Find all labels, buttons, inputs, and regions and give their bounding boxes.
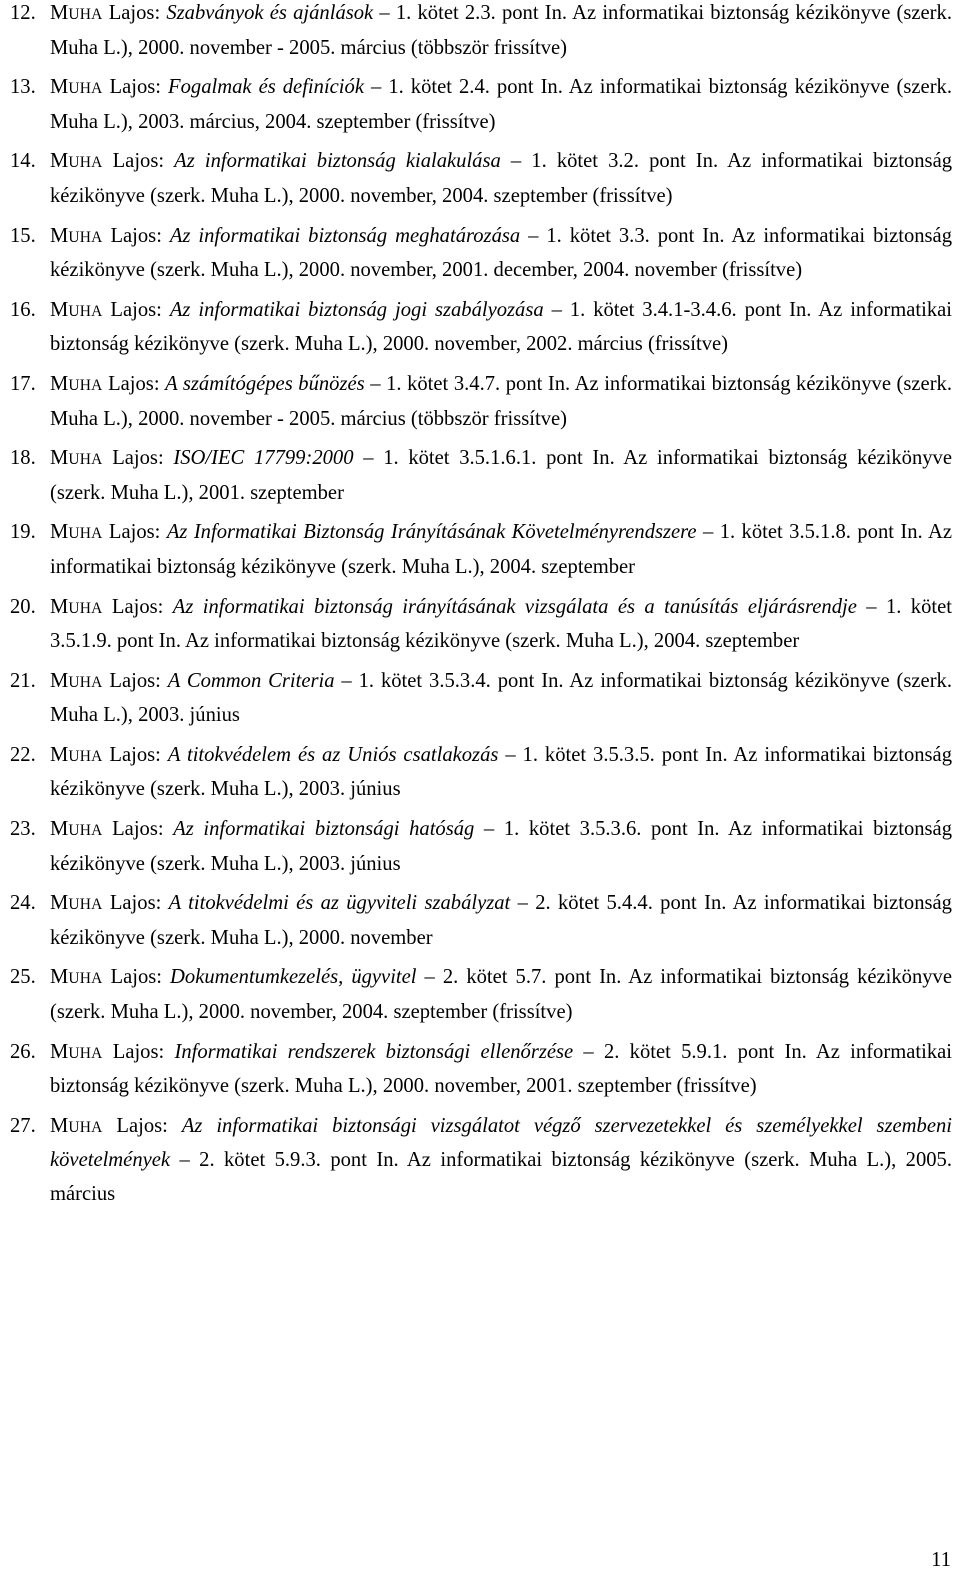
reference-title: A számítógépes bűnözés	[165, 372, 365, 395]
reference-item	[10, 1036, 952, 1104]
reference-item	[10, 294, 952, 362]
author-smallcaps: UHA	[68, 525, 103, 543]
reference-author	[50, 966, 103, 988]
reference-title: Az informatikai biztonság kialakulása	[174, 150, 501, 173]
reference-title: Szabványok és ajánlások	[166, 2, 374, 24]
author-initial: M	[50, 447, 69, 470]
author-initial: M	[50, 2, 69, 24]
reference-number: 21.	[10, 669, 36, 692]
reference-author	[50, 818, 103, 840]
reference-details: – 1. kötet 3.2. pont In. Az informatikai biztonság kézikönyve (szerk. Muha L.), 2000. november, 2004. szeptember (frissítve)	[50, 150, 953, 207]
reference-details: – 1. kötet 2.3. pont In. Az informatikai biztonság kézikönyve (szerk. Muha L.), 2000. november - 2005. március (többször frissítve)	[50, 2, 952, 59]
reference-number: 13.	[10, 76, 36, 99]
reference-item	[10, 516, 952, 584]
author-smallcaps: UHA	[68, 673, 103, 691]
reference-author	[50, 225, 103, 247]
author-initial: M	[50, 1040, 69, 1063]
reference-item	[10, 739, 952, 807]
reference-number: 27.	[10, 1114, 36, 1137]
reference-author	[50, 373, 103, 395]
reference-details: – 1. kötet 3.5.3.6. pont In. Az informatikai biztonság kézikönyve (szerk. Muha L.), 2003. június	[50, 818, 952, 875]
author-smallcaps: UHA	[68, 747, 103, 765]
reference-details: – 2. kötet 5.9.1. pont In. Az informatikai biztonság kézikönyve (szerk. Muha L.), 2000. november, 2001. szeptember (frissítve)	[50, 1040, 952, 1098]
reference-number: 14.	[10, 150, 36, 173]
reference-details: – 1. kötet 3.4.1-3.4.6. pont In. Az informatikai biztonság kézikönyve (szerk. Muha L.), 2000. november, 2002. március (frissítve)	[50, 298, 952, 356]
author-given-name: Lajos:	[102, 447, 174, 470]
author-given-name: Lajos:	[102, 1040, 175, 1063]
reference-details: – 1. kötet 3.4.7. pont In. Az informatikai biztonság kézikönyve (szerk. Muha L.), 2000. november - 2005. március (többször frissítve)	[50, 372, 953, 430]
reference-item	[10, 591, 952, 659]
author-smallcaps: UHA	[68, 599, 103, 617]
page-number: 11	[931, 1549, 951, 1571]
reference-title: Az informatikai biztonság jogi szabályozása	[169, 298, 544, 321]
reference-author	[50, 670, 103, 692]
author-initial: M	[50, 224, 69, 247]
reference-item	[10, 887, 952, 955]
reference-author	[50, 2, 103, 24]
reference-item	[10, 961, 952, 1029]
reference-item	[10, 145, 952, 213]
author-given-name: Lajos:	[102, 966, 171, 989]
reference-author	[50, 76, 103, 98]
author-given-name: Lajos:	[102, 892, 169, 915]
author-given-name: Lajos:	[102, 818, 174, 841]
author-given-name: Lajos:	[102, 298, 170, 321]
reference-details: – 1. kötet 3.5.1.6.1. pont In. Az informatikai biztonság kézikönyve (szerk. Muha L.), 2001. szeptember	[50, 447, 952, 504]
reference-title: Az informatikai biztonsági hatóság	[173, 818, 475, 841]
author-smallcaps: UHA	[68, 80, 103, 98]
author-given-name: Lajos:	[102, 372, 166, 395]
author-smallcaps: UHA	[68, 6, 103, 23]
reference-author	[50, 892, 103, 914]
reference-title: Az informatikai biztonság irányításának vizsgálata és a tanúsítás eljárásrendje	[172, 595, 857, 618]
author-smallcaps: UHA	[68, 376, 103, 394]
reference-author	[50, 1115, 103, 1137]
reference-list	[10, 0, 952, 1218]
author-given-name: Lajos:	[102, 743, 168, 766]
reference-number: 20.	[10, 595, 36, 618]
author-initial: M	[50, 521, 69, 544]
reference-number: 24.	[10, 892, 36, 915]
author-initial: M	[50, 595, 69, 618]
reference-title: Fogalmak és definíciók	[168, 76, 364, 99]
reference-details: – 1. kötet 3.5.1.8. pont In. Az informatikai biztonság kézikönyve (szerk. Muha L.), 2004. szeptember	[50, 521, 952, 578]
author-initial: M	[50, 150, 69, 173]
author-smallcaps: UHA	[68, 970, 103, 988]
reference-details: – 1. kötet 3.5.1.9. pont In. Az informatikai biztonság kézikönyve (szerk. Muha L.), 2004. szeptember	[50, 595, 952, 653]
author-initial: M	[50, 76, 69, 99]
reference-author	[50, 744, 103, 766]
author-given-name: Lajos:	[102, 76, 169, 99]
author-smallcaps: UHA	[68, 451, 103, 469]
author-initial: M	[50, 818, 69, 841]
reference-details: – 2. kötet 5.7. pont In. Az informatikai biztonság kézikönyve (szerk. Muha L.), 2000. november, 2004. szeptember (frissítve)	[50, 966, 952, 1024]
reference-number: 15.	[10, 224, 36, 247]
reference-details: – 1. kötet 3.5.3.4. pont In. Az informatikai biztonság kézikönyve (szerk. Muha L.), 2003. június	[50, 669, 952, 727]
author-given-name: Lajos:	[102, 669, 168, 692]
reference-number: 16.	[10, 298, 36, 321]
reference-item	[10, 368, 952, 436]
reference-item	[10, 813, 952, 881]
author-smallcaps: UHA	[68, 1118, 103, 1136]
reference-number: 23.	[10, 818, 36, 841]
author-initial: M	[50, 892, 69, 915]
reference-item	[10, 1110, 952, 1212]
reference-author	[50, 596, 103, 618]
reference-number: 18.	[10, 447, 36, 470]
reference-number: 17.	[10, 372, 36, 395]
reference-number: 12.	[10, 2, 36, 24]
reference-number: 25.	[10, 966, 36, 989]
author-smallcaps: UHA	[68, 228, 103, 246]
reference-title: ISO/IEC 17799:2000	[173, 447, 354, 470]
reference-number: 26.	[10, 1040, 36, 1063]
author-initial: M	[50, 743, 69, 766]
reference-details: – 2. kötet 5.9.3. pont In. Az informatikai biztonság kézikönyve (szerk. Muha L.), 2005. március	[50, 1149, 952, 1205]
reference-item	[10, 220, 952, 288]
reference-title: Az Informatikai Biztonság Irányításának Követelményrendszere	[166, 521, 697, 544]
reference-author	[50, 299, 103, 321]
author-initial: M	[50, 966, 69, 989]
reference-number: 22.	[10, 743, 36, 766]
author-initial: M	[50, 372, 69, 395]
author-smallcaps: UHA	[68, 302, 103, 320]
author-initial: M	[50, 1114, 69, 1137]
reference-item	[10, 665, 952, 733]
reference-title: A Common Criteria	[167, 669, 335, 692]
reference-number: 19.	[10, 521, 36, 544]
reference-title: Informatikai rendszerek biztonsági ellenőrzése	[174, 1040, 574, 1063]
author-given-name: Lajos:	[102, 1114, 182, 1137]
reference-title: A titokvédelem és az Uniós csatlakozás	[167, 743, 499, 766]
author-smallcaps: UHA	[68, 154, 103, 172]
reference-title: Az informatikai biztonsági vizsgálatot végző szervezetekkel és személyekkel szembeni követelmények	[50, 1114, 952, 1172]
author-given-name: Lajos:	[102, 521, 167, 544]
author-initial: M	[50, 298, 69, 321]
author-smallcaps: UHA	[68, 822, 103, 840]
author-given-name: Lajos:	[102, 595, 173, 618]
reference-item	[10, 71, 952, 139]
reference-item	[10, 0, 952, 65]
reference-details: – 1. kötet 2.4. pont In. Az informatikai biztonság kézikönyve (szerk. Muha L.), 2003. március, 2004. szeptember (frissítve)	[50, 76, 952, 133]
author-initial: M	[50, 669, 69, 692]
author-smallcaps: UHA	[68, 1044, 103, 1062]
reference-details: – 1. kötet 3.5.3.5. pont In. Az informatikai biztonság kézikönyve (szerk. Muha L.), 2003. június	[50, 743, 952, 801]
reference-title: A titokvédelmi és az ügyviteli szabályzat	[168, 892, 511, 915]
reference-title: Dokumentumkezelés, ügyvitel	[170, 966, 417, 989]
reference-author	[50, 521, 103, 543]
reference-item	[10, 442, 952, 510]
author-given-name: Lajos:	[102, 150, 175, 173]
author-smallcaps: UHA	[68, 896, 103, 914]
reference-author	[50, 150, 103, 172]
author-given-name: Lajos:	[102, 224, 170, 247]
reference-author	[50, 1041, 103, 1063]
reference-details: – 1. kötet 3.3. pont In. Az informatikai biztonság kézikönyve (szerk. Muha L.), 2000. november, 2001. december, 2004. november (frissítve)	[50, 224, 952, 282]
author-given-name: Lajos:	[102, 2, 167, 24]
reference-details: – 2. kötet 5.4.4. pont In. Az informatikai biztonság kézikönyve (szerk. Muha L.), 2000. november	[50, 892, 952, 949]
reference-author	[50, 447, 103, 469]
reference-title: Az informatikai biztonság meghatározása	[169, 224, 521, 247]
